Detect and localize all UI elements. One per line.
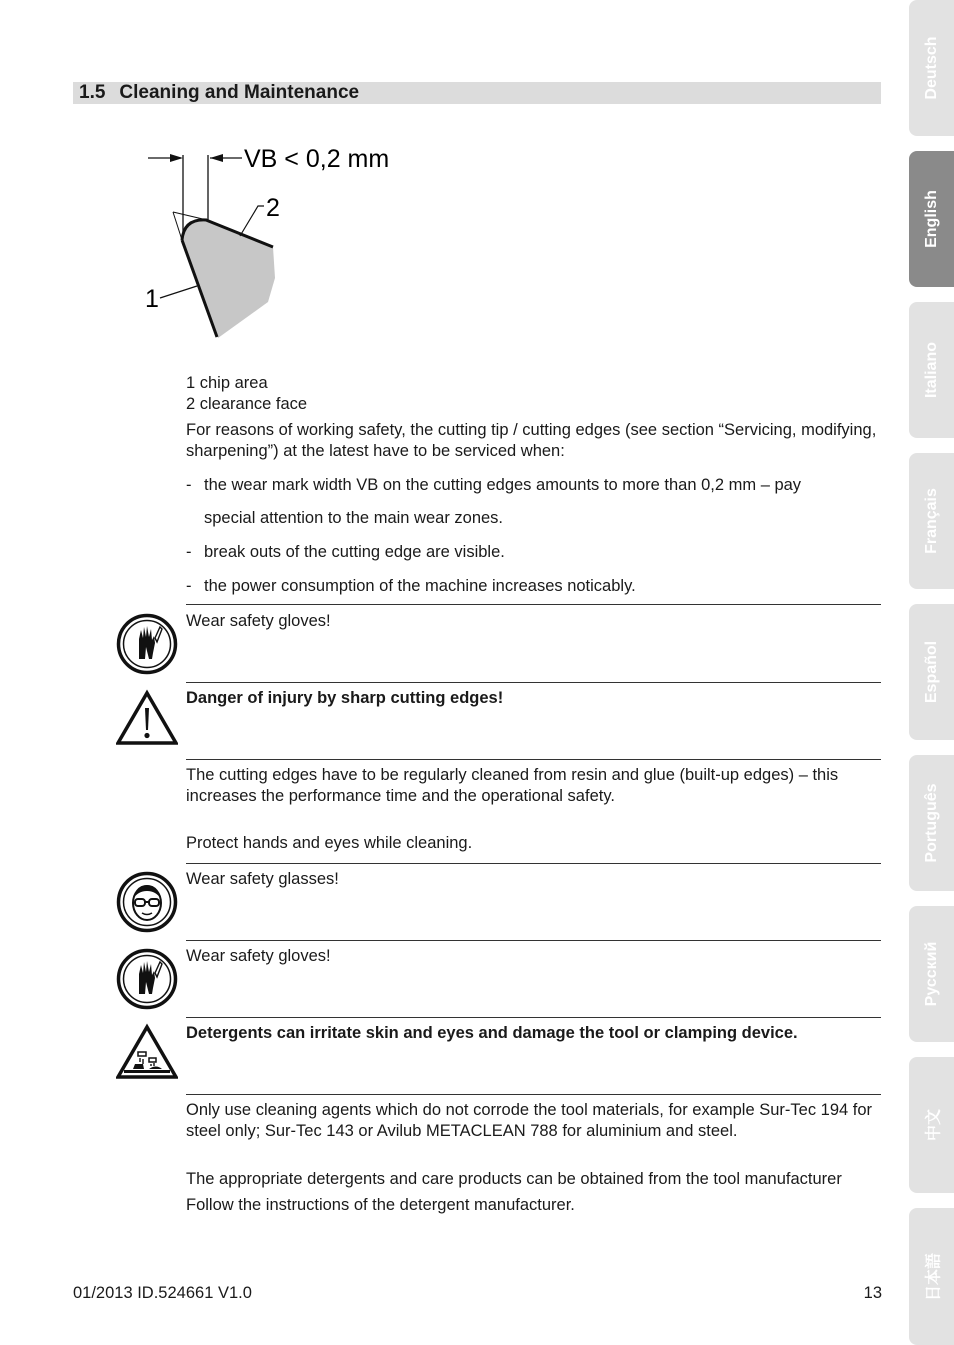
tab-label: Português [922,783,940,863]
tab-deutsch[interactable] [909,0,954,136]
diagram-label-2: 2 [266,194,280,222]
bullet-dash: - [186,476,192,494]
wear-mark-diagram [140,140,410,350]
bullet-power-consumption: the power consumption of the machine increases noticably. [204,577,636,595]
bullet-wear-mark: the wear mark width VB on the cutting edges amounts to more than 0,2 mm – pay [204,476,802,494]
notice-wear-gloves-2: Wear safety gloves! [186,947,331,965]
tab-portugues[interactable] [909,755,954,891]
safety-gloves-icon [116,948,178,1010]
follow-instructions-paragraph: Follow the instructions of the detergent manufacturer. [186,1196,575,1214]
tab-label: Français [922,488,940,554]
tab-label: English [922,190,940,248]
diagram-label-1: 1 [145,285,159,313]
notice-detergents-warning: Detergents can irritate skin and eyes and damage the tool or clamping device. [186,1024,798,1042]
section-number: 1.5 [79,82,106,103]
divider [186,863,881,864]
tab-label: Русский [922,941,940,1007]
corrosive-warning-icon [116,1022,178,1084]
bullet-wear-mark-cont: special attention to the main wear zones. [204,509,504,527]
tab-label: Italiano [922,341,940,399]
tab-italiano[interactable] [909,302,954,438]
section-heading [79,82,359,104]
section-title: Cleaning and Maintenance [119,82,360,103]
divider [186,940,881,941]
divider [186,1017,881,1018]
divider [186,682,881,683]
bullet-dash: - [186,577,192,595]
cleaning-agents-paragraph: Only use cleaning agents which do not corrode the tool materials, for example Sur-Tec 194 for steel only; Sur-Tec 143 or Avilub METACLEAN 788 for aluminium and steel. [186,1101,873,1140]
bullet-break-outs: break outs of the cutting edge are visible. [204,543,505,561]
safety-gloves-icon [116,613,178,675]
tab-espanol[interactable] [909,604,954,740]
protect-paragraph: Protect hands and eyes while cleaning. [186,834,473,852]
tab-chinese[interactable] [909,1057,954,1193]
cleaning-paragraph: The cutting edges have to be regularly cleaned from resin and glue (built-up edges) – this increases the performance time and the operational safety. [186,766,839,805]
notice-danger-sharp-edges: Danger of injury by sharp cutting edges! [186,689,504,707]
diagram-measure-label: VB < 0,2 mm [244,145,390,173]
divider [186,759,881,760]
tab-english[interactable] [909,151,954,287]
safety-glasses-icon [116,871,178,933]
footer-doc-id: 01/2013 ID.524661 V1.0 [73,1284,252,1302]
intro-paragraph: For reasons of working safety, the cutting tip / cutting edges (see section “Servicing, modifying, sharpening”) at the latest have to be serviced when: [186,421,877,460]
legend-chip-area: 1 chip area [186,374,268,392]
tab-label: Deutsch [922,36,940,100]
notice-wear-glasses: Wear safety glasses! [186,870,339,888]
tab-japanese[interactable] [909,1208,954,1345]
notice-wear-gloves: Wear safety gloves! [186,612,331,630]
tab-label: 中文 [925,1108,942,1142]
bullet-dash: - [186,543,192,561]
footer-page-number: 13 [863,1284,882,1302]
tab-russian[interactable] [909,906,954,1042]
warning-triangle-icon [116,688,178,750]
appropriate-detergents-paragraph: The appropriate detergents and care products can be obtained from the tool manufacturer [186,1170,842,1188]
divider [186,604,881,605]
tab-francais[interactable] [909,453,954,589]
tab-label: 日本語 [925,1252,942,1301]
legend-clearance-face: 2 clearance face [186,395,308,413]
tab-label: Español [922,640,940,704]
divider [186,1094,881,1095]
